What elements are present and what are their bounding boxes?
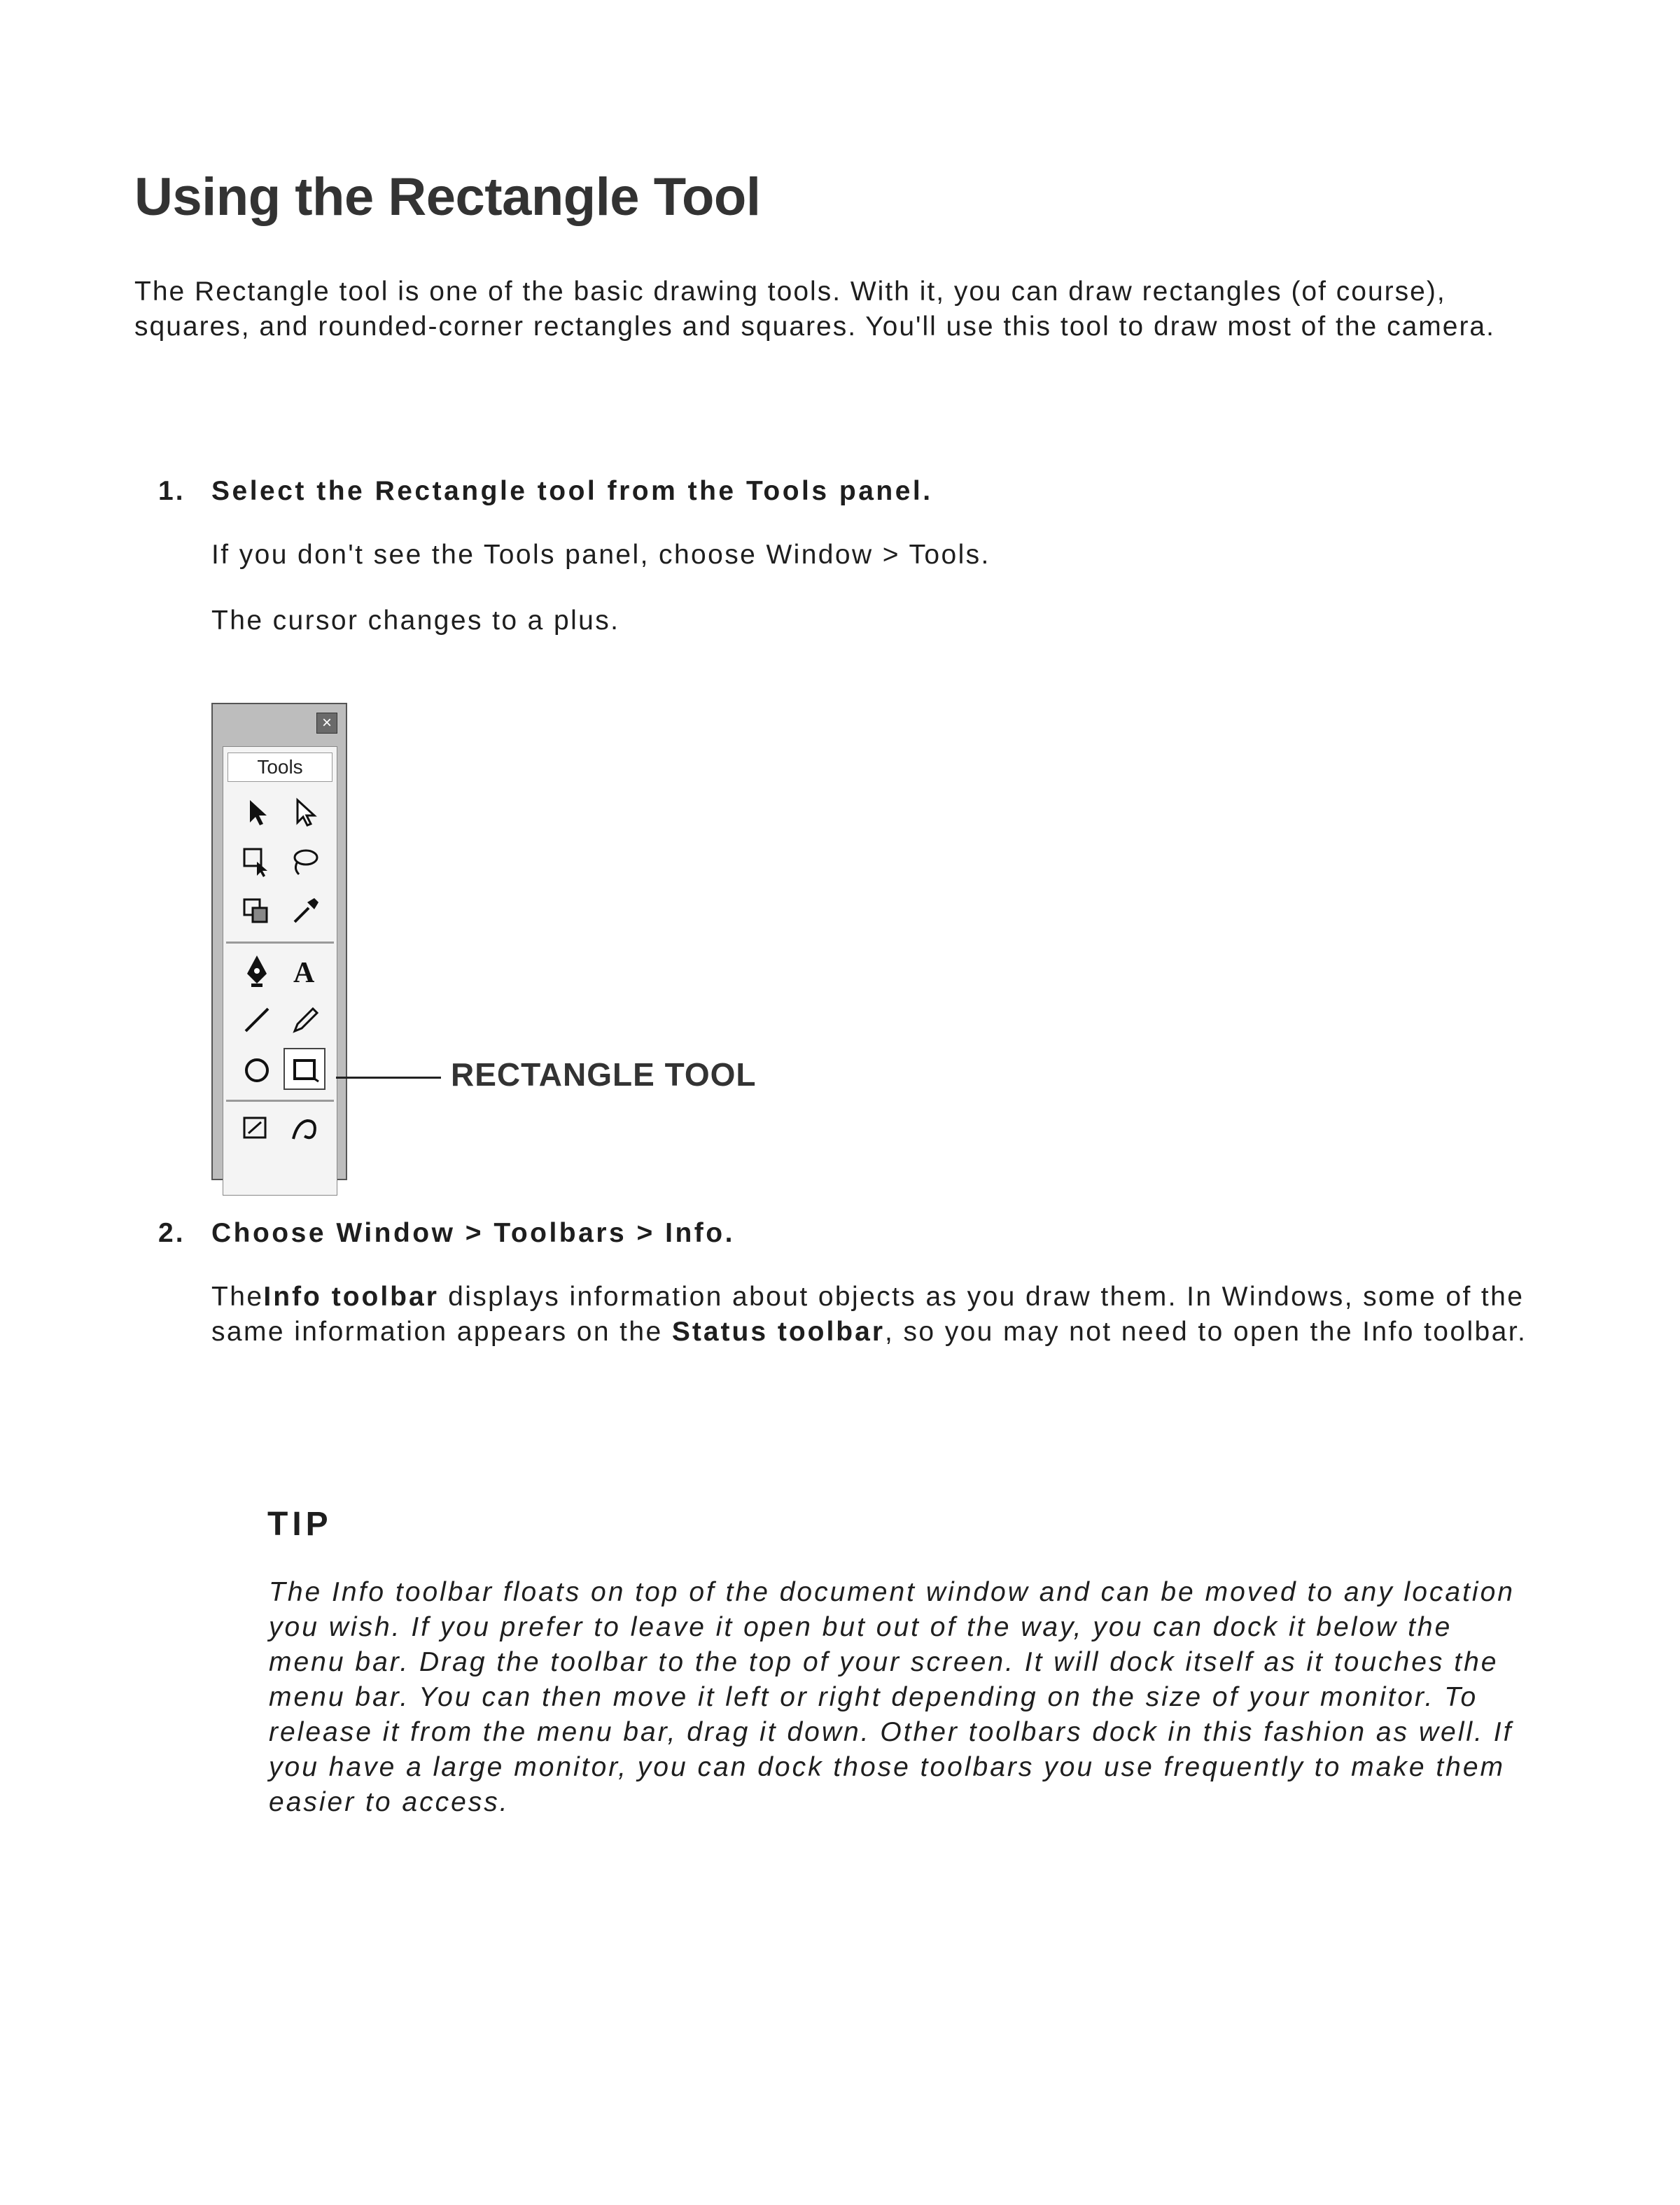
subselection-arrow-icon [284, 792, 326, 834]
step-2-heading: Choose Window > Toolbars > Info. [211, 1218, 735, 1248]
step-1-result: The cursor changes to a plus. [211, 606, 620, 636]
step-1-instruction: If you don't see the Tools panel, choose Window > Tools. [211, 540, 990, 570]
step-2-paragraph [211, 1280, 1527, 1350]
deco-icon [236, 1108, 278, 1150]
svg-text:A: A [293, 957, 315, 989]
page-title: Using the Rectangle Tool [134, 167, 761, 227]
step-1-number: 1. [158, 476, 186, 506]
tool-group-divider [226, 1100, 334, 1102]
step-2-text-middle: displays information about objects as you draw them. In Windows, some of the same information appears on the [211, 1282, 1525, 1347]
tools-panel-label: Tools [227, 752, 332, 782]
tools-panel-figure [211, 703, 347, 1180]
tip-text: The Info toolbar floats on top of the document window and can be moved to any location you wish. If you prefer to leave it open but out of the way, you can dock it below the menu bar. Drag the toolbar to the top of your screen. It will dock itself as it touches the menu bar. You can then move it left or right depending on the size of your monitor. To release it from the menu bar, drag it down. Other toolbars dock in this fashion as well. If you have a large monitor, you can dock those toolbars you use frequently to make them easier to access. [269, 1577, 1515, 1817]
selection-arrow-icon [236, 792, 278, 834]
rectangle-icon [284, 1048, 326, 1090]
bone-icon [284, 1108, 326, 1150]
step-2-text-start: The [211, 1282, 264, 1312]
text-icon [284, 950, 326, 992]
tool-group-divider [226, 941, 334, 944]
pen-icon [236, 950, 278, 992]
status-toolbar-term: Status toolbar [671, 1317, 885, 1347]
tools-panel-body [223, 746, 337, 1196]
oval-icon [236, 1048, 278, 1090]
line-icon [236, 999, 278, 1041]
pencil-icon [284, 999, 326, 1041]
lasso-icon [284, 841, 326, 883]
free-transform-icon [236, 841, 278, 883]
close-icon: × [316, 713, 337, 734]
info-toolbar-term: Info toolbar [263, 1282, 439, 1312]
intro-paragraph: The Rectangle tool is one of the basic drawing tools. With it, you can draw rectangles (of course), squares, and rounded-corner rectangles and squares. You'll use this tool to draw most of the camera. [134, 276, 1495, 342]
gradient-transform-icon [236, 890, 278, 932]
tip-heading: TIP [267, 1506, 332, 1543]
rectangle-tool-callout: RECTANGLE TOOL [451, 1056, 757, 1093]
eyedropper-icon [284, 890, 326, 932]
step-1-heading: Select the Rectangle tool from the Tools panel. [211, 476, 933, 506]
callout-leader-line [336, 1077, 441, 1079]
step-2-text-end: , so you may not need to open the Info toolbar. [885, 1317, 1527, 1347]
step-2-number: 2. [158, 1218, 186, 1248]
